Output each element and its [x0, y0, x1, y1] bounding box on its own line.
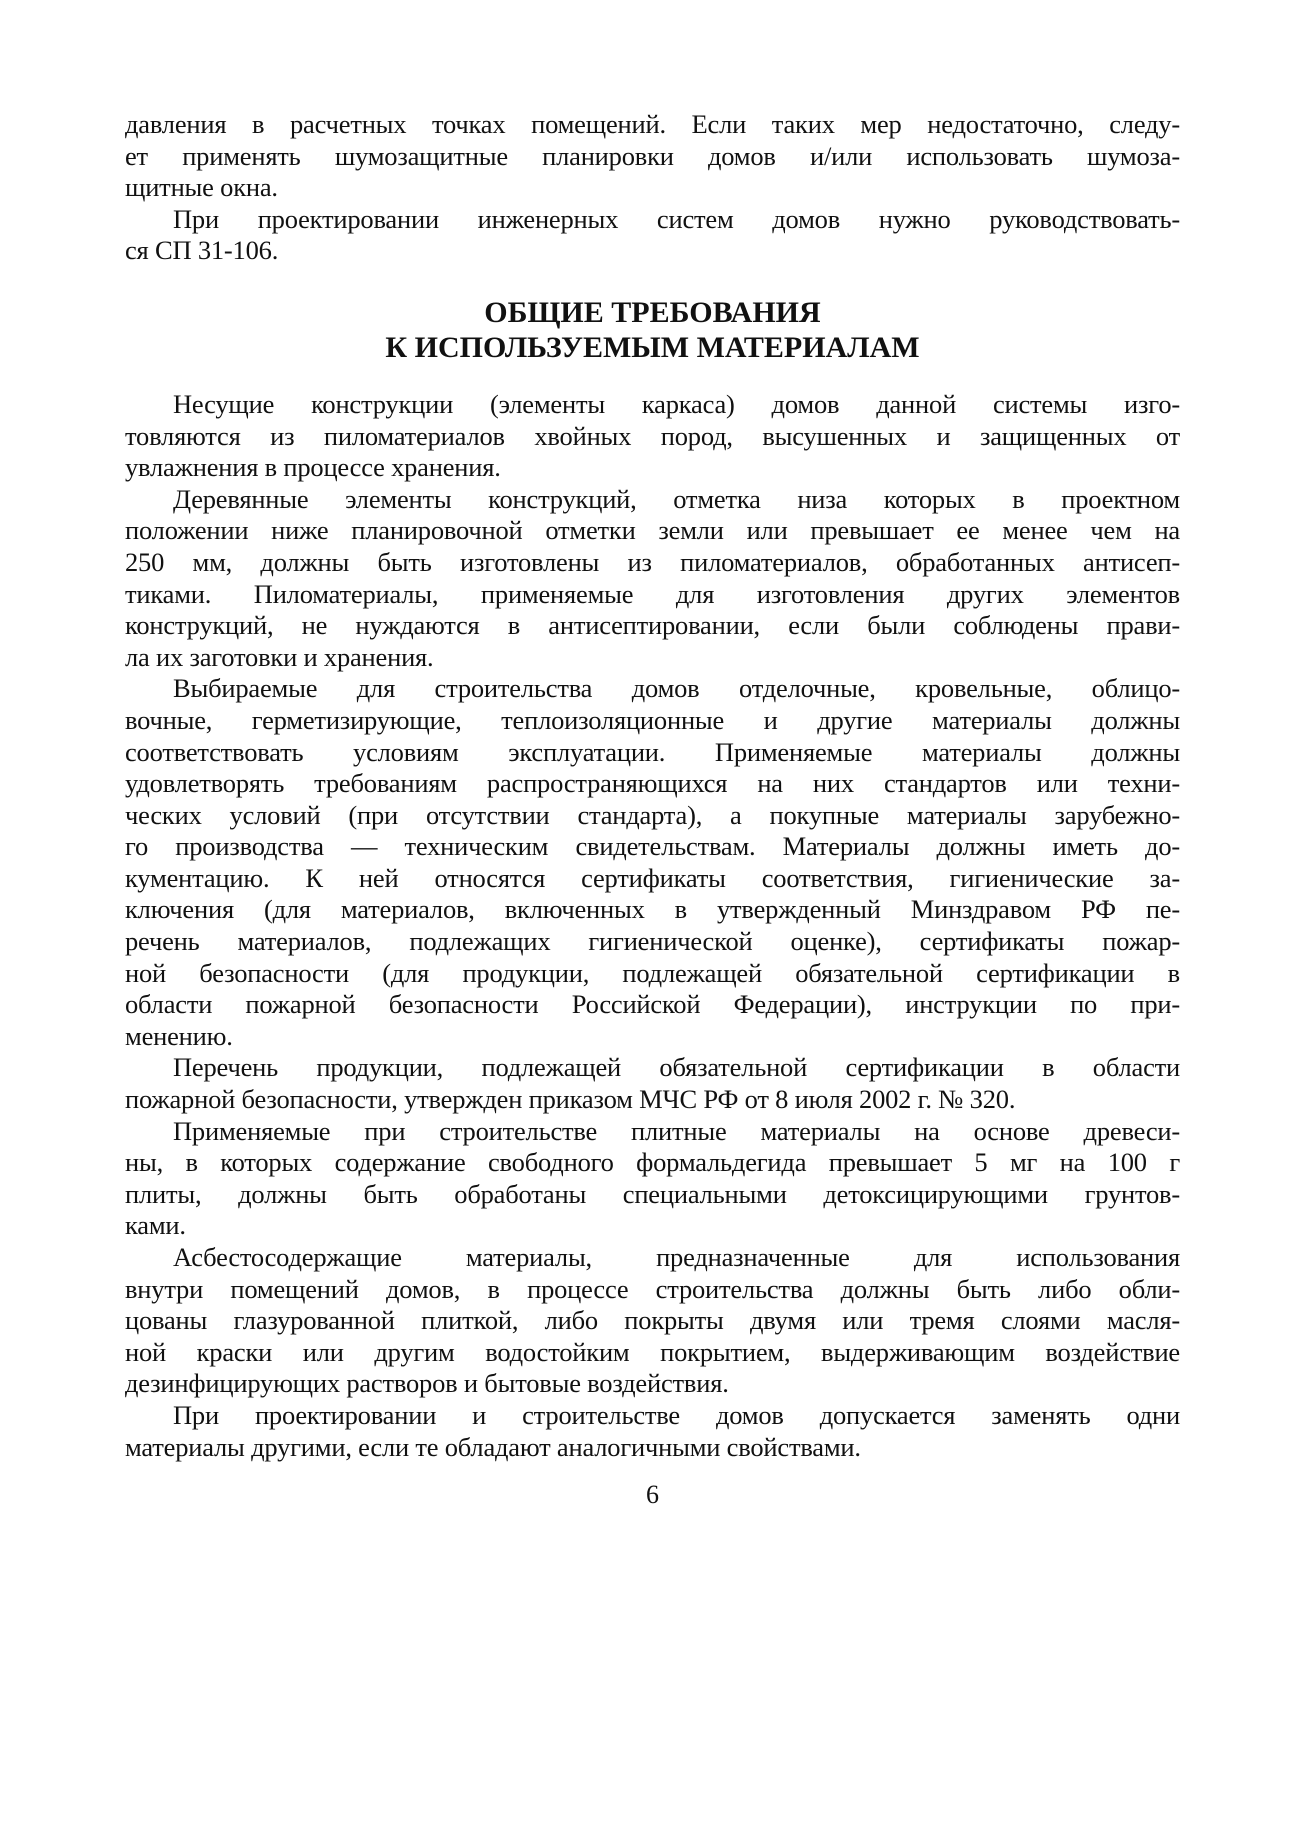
text-line: плиты, должны быть обработаны специальными детоксицирующими грунтов-	[125, 1178, 1180, 1209]
paragraph	[125, 484, 1180, 674]
text-line: внутри помещений домов, в процессе строительства должны быть либо обли-	[125, 1273, 1180, 1304]
text-line: щитные окна.	[125, 172, 278, 203]
text-line: положении ниже планировочной отметки земли или превышает ее менее чем на	[125, 515, 1180, 546]
text-line: Деревянные элементы конструкций, отметка низа которых в проектном	[173, 483, 1180, 514]
paragraph	[125, 1116, 1180, 1242]
text-line: Перечень продукции, подлежащей обязательной сертификации в области	[173, 1052, 1180, 1083]
paragraph	[125, 673, 1180, 1052]
text-line: При проектировании и строительстве домов допускается заменять одни	[173, 1399, 1180, 1430]
paragraph	[125, 109, 1180, 204]
document-page	[125, 109, 1180, 1510]
text-line: Несущие конструкции (элементы каркаса) домов данной системы изго-	[173, 388, 1180, 419]
text-line: Асбестосодержащие материалы, предназначенные для использования	[173, 1242, 1180, 1272]
text-line: го производства — техническим свидетельствам. Материалы должны иметь до-	[125, 831, 1180, 862]
text-line: пожарной безопасности, утвержден приказом МЧС РФ от 8 июля 2002 г. № 320.	[125, 1084, 1016, 1115]
text-section-before-heading	[125, 109, 1180, 267]
text-section-after-heading	[125, 389, 1180, 1463]
text-line: ет применять шумозащитные планировки домов и/или использовать шумоза-	[125, 140, 1180, 171]
text-line: вочные, герметизирующие, теплоизоляционные и другие материалы должны	[125, 704, 1180, 735]
text-line: ной безопасности (для продукции, подлежащей обязательной сертификации в	[125, 957, 1180, 988]
text-line: речень материалов, подлежащих гигиенической оценке), сертификаты пожар-	[125, 926, 1180, 957]
text-line: дезинфицирующих растворов и бытовые воздействия.	[125, 1368, 729, 1399]
text-line: Применяемые при строительстве плитные материалы на основе древеси-	[173, 1115, 1180, 1146]
text-line: давления в расчетных точках помещений. Если таких мер недостаточно, следу-	[125, 109, 1180, 139]
paragraph	[125, 1400, 1180, 1463]
text-line: области пожарной безопасности Российской Федерации), инструкции по при-	[125, 989, 1180, 1020]
text-line: ны, в которых содержание свободного формальдегида превышает 5 мг на 100 г	[125, 1147, 1180, 1178]
text-line: удовлетворять требованиям распространяющихся на них стандартов или техни-	[125, 768, 1180, 799]
text-line: ной краски или другим водостойким покрытием, выдерживающим воздействие	[125, 1336, 1180, 1367]
text-line: товляются из пиломатериалов хвойных пород, высушенных и защищенных от	[125, 420, 1180, 451]
heading-line-2: К ИСПОЛЬЗУЕМЫМ МАТЕРИАЛАМ	[385, 330, 920, 364]
text-line: кументацию. К ней относятся сертификаты соответствия, гигиенические за-	[125, 862, 1180, 893]
text-line: ключения (для материалов, включенных в утвержденный Минздравом РФ пе-	[125, 894, 1180, 925]
paragraph	[125, 389, 1180, 484]
text-line: ками.	[125, 1210, 186, 1241]
text-line: ся СП 31-106.	[125, 235, 279, 266]
text-line: соответствовать условиям эксплуатации. Применяемые материалы должны	[125, 736, 1180, 767]
text-line: менению.	[125, 1020, 233, 1051]
text-line: ла их заготовки и хранения.	[125, 641, 434, 672]
text-line: конструкций, не нуждаются в антисептировании, если были соблюдены прави-	[125, 610, 1180, 641]
text-line: цованы глазурованной плиткой, либо покрыты двумя или тремя слоями масля-	[125, 1305, 1180, 1336]
section-heading	[125, 295, 1180, 365]
text-line: ческих условий (при отсутствии стандарта), а покупные материалы зарубежно-	[125, 799, 1180, 830]
page-number: 6	[646, 1480, 659, 1510]
text-line: Выбираемые для строительства домов отделочные, кровельные, облицо-	[173, 673, 1180, 704]
text-line: увлажнения в процессе хранения.	[125, 452, 501, 483]
paragraph	[125, 1052, 1180, 1115]
paragraph	[125, 1242, 1180, 1400]
paragraph	[125, 204, 1180, 267]
text-line: материалы другими, если те обладают аналогичными свойствами.	[125, 1431, 861, 1462]
text-line: 250 мм, должны быть изготовлены из пиломатериалов, обработанных антисеп-	[125, 546, 1180, 577]
heading-line-1: ОБЩИЕ ТРЕБОВАНИЯ	[484, 295, 821, 329]
text-line: При проектировании инженерных систем домов нужно руководствовать-	[173, 203, 1180, 234]
text-line: тиками. Пиломатериалы, применяемые для изготовления других элементов	[125, 578, 1180, 609]
